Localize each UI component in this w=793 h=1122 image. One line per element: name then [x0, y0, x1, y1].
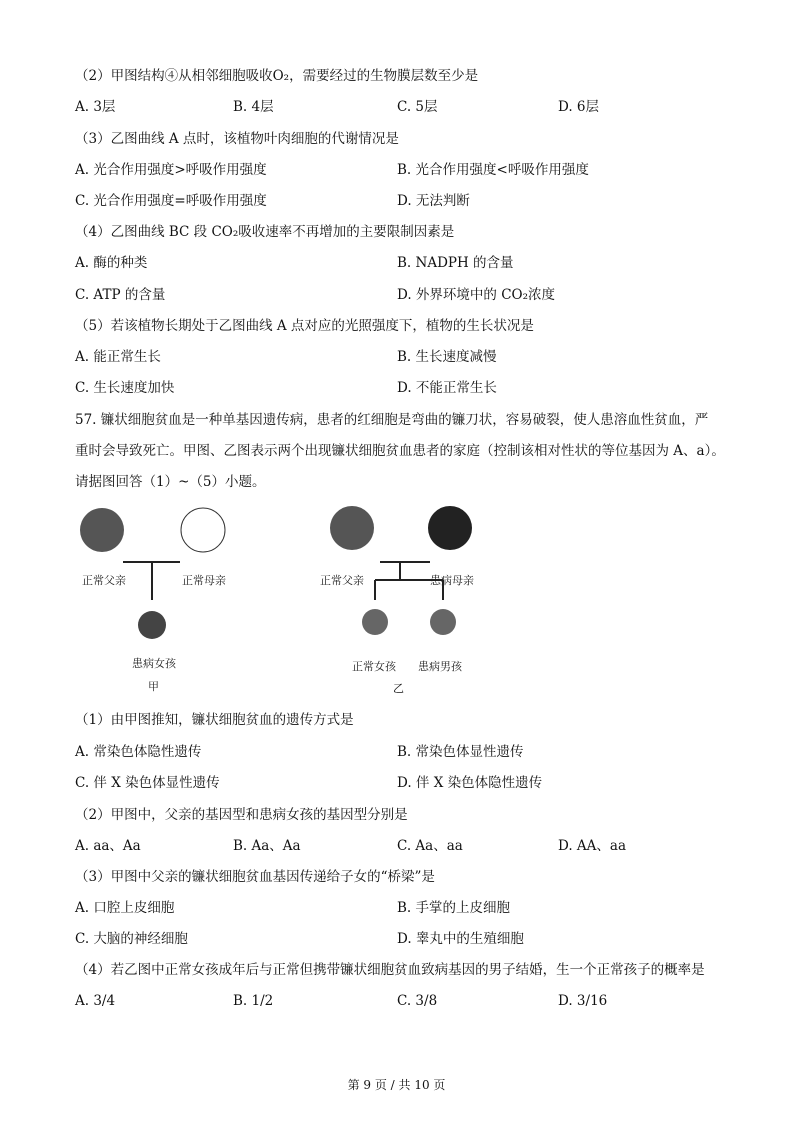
label: 甲: [148, 680, 159, 693]
page-footer: 第 9 页 / 共 10 页: [347, 1078, 446, 1092]
option: A. 常染色体隐性遗传: [75, 744, 202, 760]
label: 正常母亲: [182, 574, 226, 587]
option: D. 6层: [558, 99, 600, 115]
pedigree-figure-right: [418, 505, 510, 695]
father-portrait: [80, 508, 124, 552]
option: C. 大脑的神经细胞: [75, 931, 188, 947]
question-text: 57. 镰状细胞贫血是一种单基因遗传病，患者的红细胞是弯曲的镰刀状，容易破裂，使人患溶血性贫血，严: [75, 412, 709, 428]
option: A. 光合作用强度>呼吸作用强度: [75, 162, 267, 178]
label: 正常女孩: [352, 660, 396, 673]
question-text: 请据图回答（1）~（5）小题。: [75, 474, 266, 490]
option: A. 3层: [75, 99, 116, 115]
question-stem: （2）甲图结构④从相邻细胞吸收O₂，需要经过的生物膜层数至少是: [75, 68, 479, 84]
label: 正常父亲: [82, 574, 126, 587]
question-stem: （2）甲图中，父亲的基因型和患病女孩的基因型分别是: [75, 807, 408, 823]
girl-portrait: [362, 609, 388, 635]
question-text: 重时会导致死亡。甲图、乙图表示两个出现镰状细胞贫血患者的家庭（控制该相对性状的等位基因为 A、a）。: [75, 443, 725, 459]
option: D. AA、aa: [558, 838, 627, 854]
option: A. 口腔上皮细胞: [75, 900, 175, 916]
option: C. Aa、aa: [397, 838, 463, 854]
option: D. 不能正常生长: [397, 380, 497, 396]
option: A. 酶的种类: [75, 255, 148, 271]
option: D. 外界环境中的 CO₂浓度: [397, 287, 556, 303]
options: [75, 898, 735, 918]
option: A. 能正常生长: [75, 349, 161, 365]
option: D. 伴 X 染色体隐性遗传: [397, 775, 543, 791]
option: B. 1/2: [233, 993, 274, 1009]
question-stem: （4）若乙图中正常女孩成年后与正常但携带镰状细胞贫血致病基因的男子结婚，生一个正常孩子的概率是: [75, 962, 705, 978]
options: [75, 253, 735, 273]
option: B. 常染色体显性遗传: [397, 744, 524, 760]
option: C. ATP 的含量: [75, 287, 166, 303]
mother-portrait: [181, 508, 225, 552]
option: D. 3/16: [558, 993, 608, 1009]
option: D. 无法判断: [397, 193, 470, 209]
options: [75, 929, 735, 949]
options: [75, 991, 735, 1011]
options: [75, 347, 735, 367]
option: D. 睾丸中的生殖细胞: [397, 931, 524, 947]
label: 正常父亲: [320, 574, 364, 587]
option: A. 3/4: [75, 993, 116, 1009]
option: C. 3/8: [397, 993, 438, 1009]
options: [75, 378, 735, 398]
figure-label: 乙: [393, 682, 404, 695]
question-stem: （4）乙图曲线 BC 段 CO₂吸收速率不再增加的主要限制因素是: [75, 224, 455, 240]
option: C. 生长速度加快: [75, 380, 175, 396]
option: C. 光合作用强度=呼吸作用强度: [75, 193, 267, 209]
option: C. 伴 X 染色体显性遗传: [75, 775, 220, 791]
options: [75, 836, 735, 856]
child-portrait: [138, 611, 166, 639]
option: B. 光合作用强度<呼吸作用强度: [397, 162, 589, 178]
question-stem: （3）甲图中父亲的镰状细胞贫血基因传递给子女的“桥梁”是: [75, 869, 435, 885]
options: [75, 773, 735, 793]
pedigree-figure: [70, 500, 430, 700]
option: B. 4层: [233, 99, 274, 115]
option: C. 5层: [397, 99, 438, 115]
option: B. NADPH 的含量: [397, 255, 514, 271]
option: B. 手掌的上皮细胞: [397, 900, 511, 916]
father-portrait: [330, 506, 374, 550]
question-stem: （5）若该植物长期处于乙图曲线 A 点对应的光照强度下，植物的生长状况是: [75, 318, 534, 334]
label: 患病男孩: [418, 660, 462, 673]
question-stem: （1）由甲图推知，镰状细胞贫血的遗传方式是: [75, 712, 354, 728]
option: B. Aa、Aa: [233, 838, 301, 854]
jia-figure: [80, 508, 226, 693]
option: B. 生长速度减慢: [397, 349, 497, 365]
option: A. aa、Aa: [75, 838, 141, 854]
options: [75, 285, 735, 305]
question-stem: （3）乙图曲线 A 点时，该植物叶肉细胞的代谢情况是: [75, 131, 399, 147]
options: [75, 160, 735, 180]
options: [75, 191, 735, 211]
options: [75, 742, 735, 762]
label: 患病女孩: [132, 657, 176, 670]
options: [75, 97, 735, 117]
label: 患病母亲: [430, 574, 474, 587]
